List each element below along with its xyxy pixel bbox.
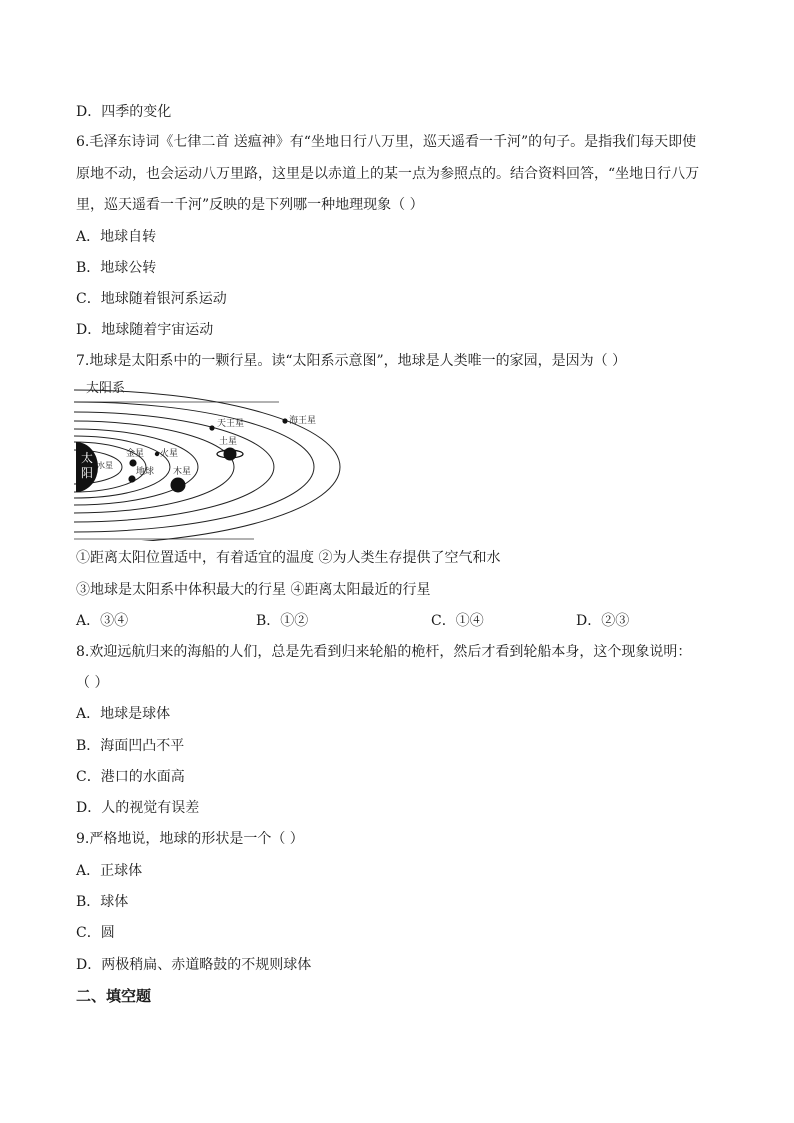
q8-option-b: B．海面凹凸不平	[76, 738, 185, 754]
q9-option-c: C．圆	[76, 925, 115, 941]
sun-label-1: 太	[81, 451, 94, 465]
mars-label: 火星	[160, 449, 179, 459]
venus-label: 金星	[126, 449, 145, 459]
q7-option-a: A．③④	[76, 613, 129, 629]
q6-option-c: C．地球随着银河系运动	[76, 291, 227, 307]
q6-stem-line-2: 原地不动，也会运动八万里路，这里是以赤道上的某一点为参照点的。结合资料回答，“坐地日行八万	[76, 166, 700, 182]
neptune-label: 海王星	[289, 416, 317, 426]
q8-option-c: C．港口的水面高	[76, 769, 185, 785]
venus-planet	[129, 459, 136, 466]
q7-option-c: C．①④	[431, 613, 484, 629]
earth-planet	[128, 475, 135, 482]
neptune-planet	[282, 418, 287, 423]
q9-option-a: A．正球体	[76, 863, 143, 879]
solar-system-diagram	[74, 376, 344, 541]
mars-planet	[155, 452, 159, 456]
q7-statement-1: ①距离太阳位置适中，有着适宜的温度 ②为人类生存提供了空气和水	[76, 550, 501, 566]
q6-option-b: B．地球公转	[76, 260, 157, 276]
q8-option-a: A．地球是球体	[76, 706, 171, 722]
jupiter-label: 木星	[173, 467, 192, 477]
section-heading-fill-in: 二、填空题	[76, 987, 152, 1005]
earth-label: 地球	[136, 467, 155, 477]
q8-stem-line-1: 8.欢迎远航归来的海船的人们，总是先看到归来轮船的桅杆，然后才看到轮船本身，这个现象说明：	[76, 644, 692, 660]
q7-statement-2: ③地球是太阳系中体积最大的行星 ④距离太阳最近的行星	[76, 582, 431, 598]
q8-option-d: D．人的视觉有误差	[76, 800, 200, 816]
q6-option-d: D．地球随着宇宙运动	[76, 322, 214, 338]
uranus-label: 天王星	[217, 419, 245, 429]
q7-option-b: B．①②	[256, 613, 309, 629]
diagram-title: 太阳系	[86, 381, 126, 396]
q7-stem: 7.地球是太阳系中的一颗行星。读“太阳系示意图”，地球是人类唯一的家园，是因为（ ）	[76, 353, 627, 369]
mercury-label: 水星	[97, 461, 113, 470]
q5-option-d: D．四季的变化	[76, 104, 172, 120]
q6-stem-line-3: 里，巡天遥看一千河”反映的是下列哪一种地理现象（ ）	[76, 197, 424, 213]
q8-stem-line-2: （ ）	[76, 675, 109, 691]
q6-stem-line-1: 6.毛泽东诗词《七律二首 送瘟神》有“坐地日行八万里，巡天遥看一千河”的句子。是指我们每天即使	[76, 134, 697, 150]
q9-stem: 9.严格地说，地球的形状是一个（ ）	[76, 831, 304, 847]
saturn-planet	[224, 448, 237, 461]
saturn-label: 土星	[219, 437, 238, 447]
jupiter-planet	[171, 478, 186, 493]
sun-label-2: 阳	[81, 466, 94, 480]
q7-option-d: D．②③	[576, 613, 630, 629]
uranus-planet	[209, 425, 214, 430]
q9-option-b: B．球体	[76, 894, 129, 910]
q9-option-d: D．两极稍扁、赤道略鼓的不规则球体	[76, 957, 312, 973]
q6-option-a: A．地球自转	[76, 229, 157, 245]
